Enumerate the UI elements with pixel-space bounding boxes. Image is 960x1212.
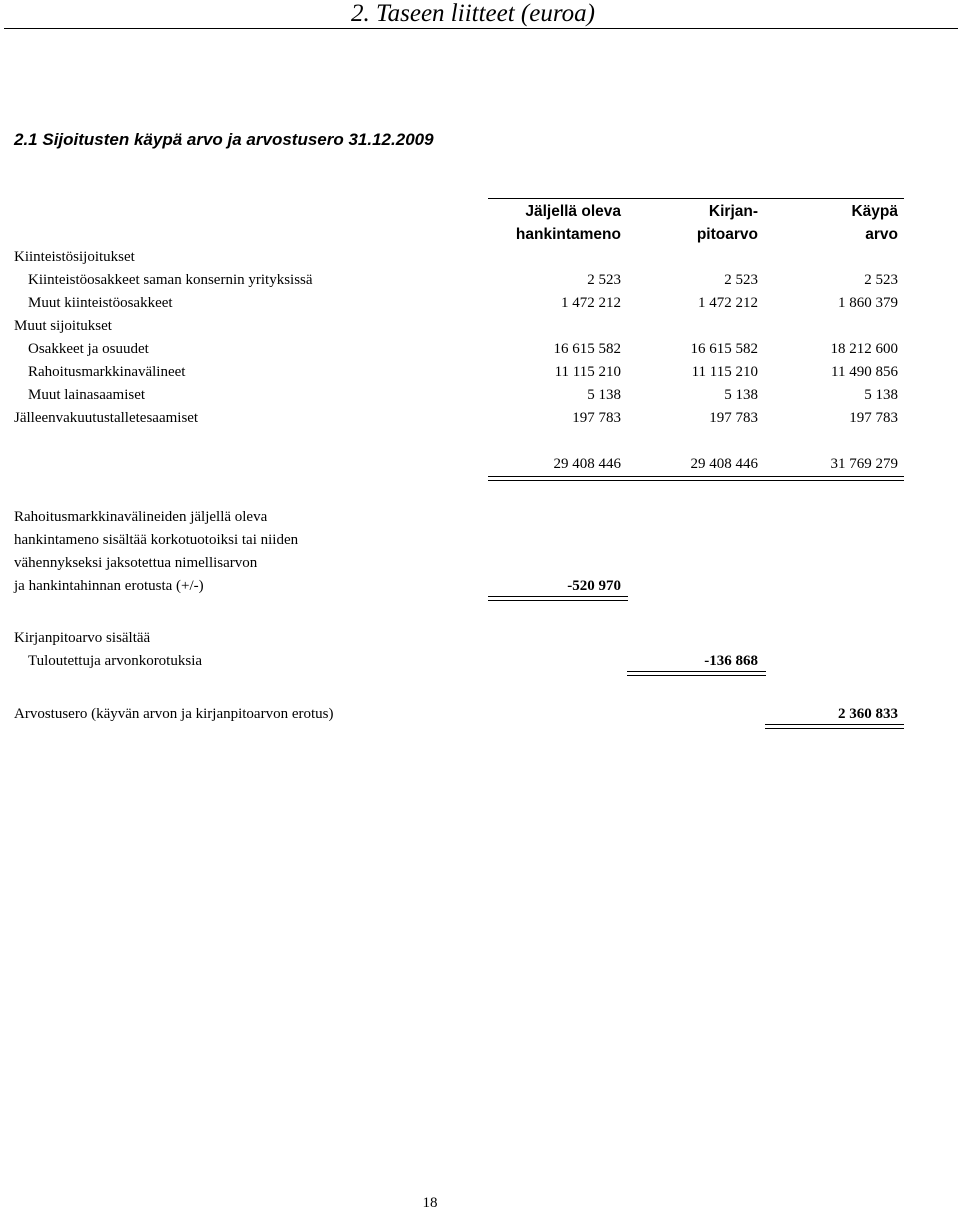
note1-line: vähennykseksi jaksotettua nimellisarvon [14, 555, 258, 571]
header-rule [488, 198, 904, 199]
total-double-rule [488, 476, 904, 481]
row-value-col3: 1 860 379 [838, 295, 898, 311]
row-value-col2: 16 615 582 [690, 341, 758, 357]
note3-double-rule [765, 724, 904, 729]
row-value-col1: 2 523 [587, 272, 621, 288]
row-label: Muut lainasaamiset [28, 387, 146, 403]
note2-value: -136 868 [704, 653, 758, 669]
col-header-2-line1: Kirjan- [708, 203, 758, 220]
total-col2: 29 408 446 [690, 456, 758, 472]
group-label-other-investments: Muut sijoitukset [14, 318, 112, 334]
row-value-col3: 2 523 [864, 272, 898, 288]
note1-double-rule [488, 596, 628, 601]
section-title: 2.1 Sijoitusten käypä arvo ja arvostusero 31.12.2009 [14, 130, 434, 149]
note2-heading: Kirjanpitoarvo sisältää [14, 630, 151, 646]
row-label: Muut kiinteistöosakkeet [28, 295, 173, 311]
page-number: 18 [422, 1195, 438, 1211]
row-label: Osakkeet ja osuudet [28, 341, 149, 357]
col-header-3-line1: Käypä [851, 203, 898, 220]
row-value-col1: 197 783 [572, 410, 621, 426]
col-header-2-line2: pitoarvo [696, 226, 758, 243]
row-value-col1: 5 138 [587, 387, 621, 403]
title-rule [4, 28, 958, 29]
row-value-col3: 197 783 [849, 410, 898, 426]
row-value-col2: 1 472 212 [698, 295, 758, 311]
note1-value: -520 970 [567, 578, 621, 594]
total-col1: 29 408 446 [553, 456, 621, 472]
note1-line: ja hankintahinnan erotusta (+/-) [14, 578, 204, 594]
row-value-col1: 11 115 210 [554, 364, 621, 380]
row-value-col2: 11 115 210 [691, 364, 758, 380]
note1-line: hankintameno sisältää korkotuotoiksi tai niiden [14, 532, 299, 548]
group-label-real-estate: Kiinteistösijoitukset [14, 249, 135, 265]
row-value-col1: 1 472 212 [561, 295, 621, 311]
col-header-1-line2: hankintameno [515, 226, 621, 243]
row-label: Jälleenvakuutustalletesaamiset [14, 410, 199, 426]
row-label: Kiinteistöosakkeet saman konsernin yrityksissä [28, 272, 313, 288]
row-value-col2: 2 523 [724, 272, 758, 288]
note3-label: Arvostusero (käyvän arvon ja kirjanpitoarvon erotus) [14, 706, 334, 722]
total-col3: 31 769 279 [830, 456, 898, 472]
col-header-1-line1: Jäljellä oleva [525, 203, 621, 220]
note2-label: Tuloutettuja arvonkorotuksia [28, 653, 203, 669]
row-value-col2: 5 138 [724, 387, 758, 403]
row-value-col2: 197 783 [709, 410, 758, 426]
note2-double-rule [627, 671, 766, 676]
row-label: Rahoitusmarkkinavälineet [28, 364, 186, 380]
col-header-3-line2: arvo [865, 226, 898, 243]
note3-value: 2 360 833 [838, 706, 898, 722]
page-title: 2. Taseen liitteet (euroa) [351, 0, 595, 27]
row-value-col3: 5 138 [864, 387, 898, 403]
row-value-col3: 11 490 856 [831, 364, 898, 380]
note1-line: Rahoitusmarkkinavälineiden jäljellä oleva [14, 509, 268, 525]
row-value-col1: 16 615 582 [553, 341, 621, 357]
row-value-col3: 18 212 600 [830, 341, 898, 357]
